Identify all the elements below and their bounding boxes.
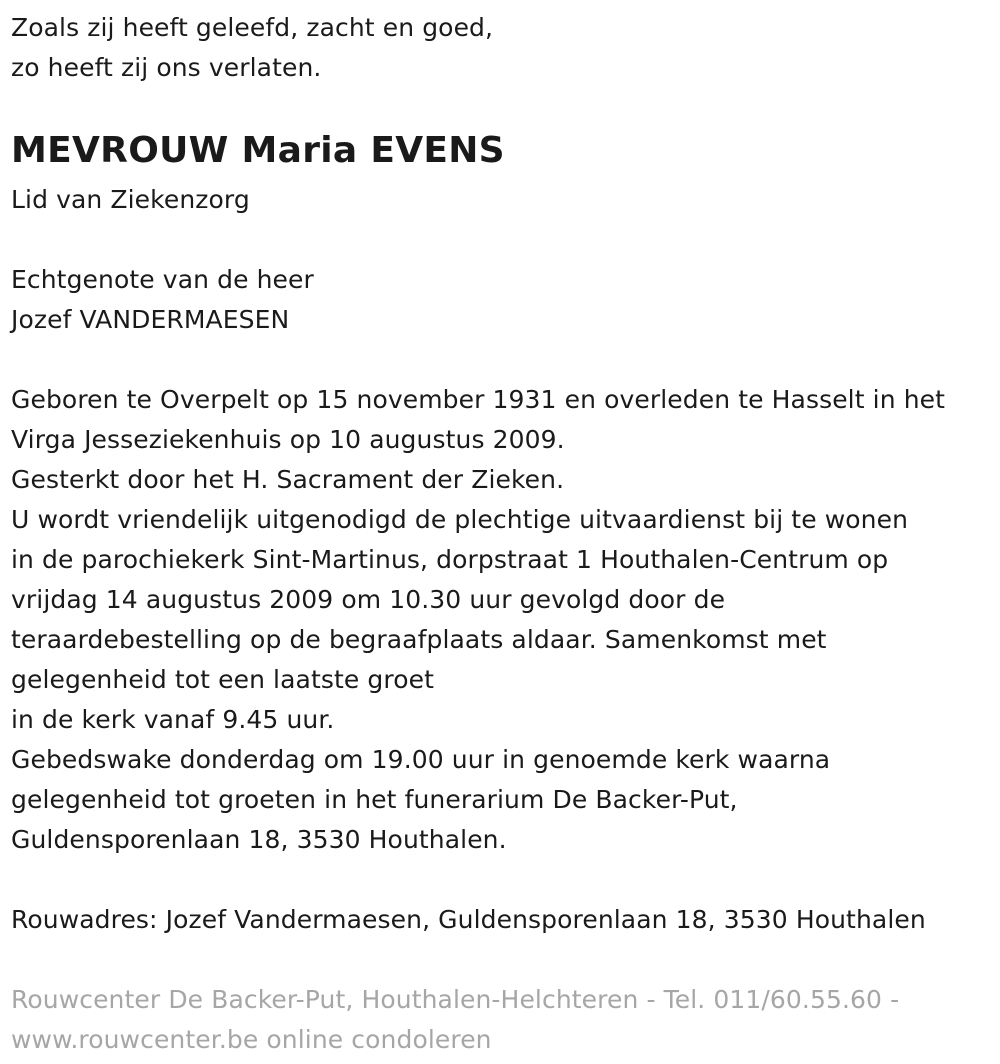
announcement-line: Gebedswake donderdag om 19.00 uur in genoemde kerk waarna (11, 745, 831, 774)
announcement-line: in de kerk vanaf 9.45 uur. (11, 705, 335, 734)
spouse-line-1: Echtgenote van de heer (11, 265, 314, 294)
announcement-line: Guldensporenlaan 18, 3530 Houthalen. (11, 825, 507, 854)
mourning-address (11, 900, 1000, 940)
mourning-address-text: Rouwadres: Jozef Vandermaesen, Guldensporenlaan 18, 3530 Houthalen (11, 905, 926, 934)
motto-line-2: zo heeft zij ons verlaten. (11, 53, 322, 82)
announcement-line: Virga Jesseziekenhuis op 10 augustus 2009. (11, 425, 565, 454)
announcement-line: teraardebestelling op de begraafplaats aldaar. Samenkomst met (11, 625, 827, 654)
spouse-name: Jozef VANDERMAESEN (11, 305, 290, 334)
announcement-line: gelegenheid tot een laatste groet (11, 665, 434, 694)
deceased-name: MEVROUW Maria EVENS (11, 130, 505, 171)
footer-line-2: www.rouwcenter.be online condoleren (11, 1025, 492, 1054)
announcement-line: U wordt vriendelijk uitgenodigd de plechtige uitvaardienst bij te wonen (11, 505, 909, 534)
announcement-line: Gesterkt door het H. Sacrament der Zieken. (11, 465, 565, 494)
announcement-line: gelegenheid tot groeten in het funerarium De Backer-Put, (11, 785, 738, 814)
announcement-block (11, 380, 1000, 860)
motto-line-1: Zoals zij heeft geleefd, zacht en goed, (11, 13, 494, 42)
announcement-line: in de parochiekerk Sint-Martinus, dorpstraat 1 Houthalen-Centrum op (11, 545, 889, 574)
spouse-block (11, 260, 1000, 340)
announcement-line: vrijdag 14 augustus 2009 om 10.30 uur gevolgd door de (11, 585, 726, 614)
funeral-home-footer (11, 980, 1000, 1060)
motto (11, 8, 1000, 88)
announcement-line: Geboren te Overpelt op 15 november 1931 en overleden te Hasselt in het (11, 385, 946, 414)
footer-line-1: Rouwcenter De Backer-Put, Houthalen-Helchteren - Tel. 011/60.55.60 - (11, 985, 900, 1014)
membership: Lid van Ziekenzorg (11, 185, 250, 214)
